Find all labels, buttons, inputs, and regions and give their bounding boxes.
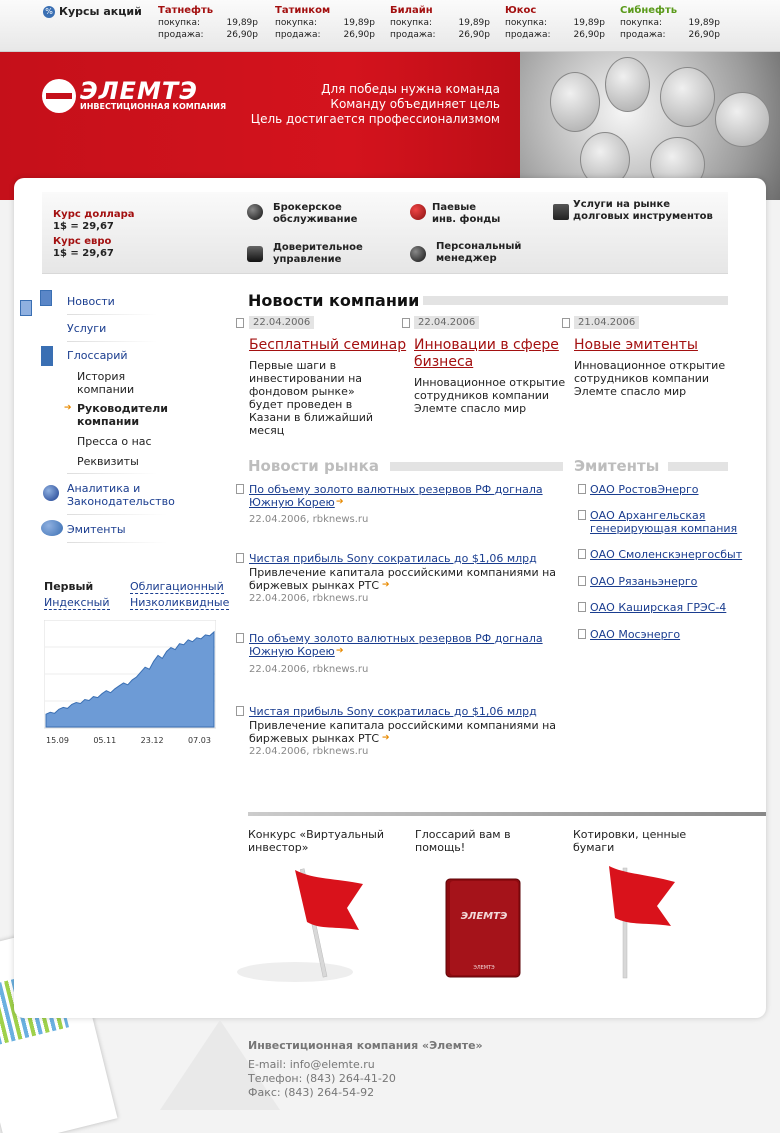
stock-item[interactable] (390, 5, 490, 41)
section-bar (420, 296, 728, 305)
slogan-line: Цель достигается профессионализмом (250, 112, 500, 126)
debt-instruments-icon (553, 204, 569, 220)
index-chart (44, 620, 216, 746)
sidebar-sub-requisites[interactable] (77, 455, 139, 468)
glossary-book-icon[interactable] (440, 877, 524, 981)
sell-label: продажа: (275, 30, 321, 40)
sell-price: 26,90р (573, 30, 605, 40)
footer-company: Инвестиционная компания «Элемте» (248, 1039, 483, 1052)
service-label: менеджер (436, 253, 497, 264)
issuer-link[interactable]: ОАО РостовЭнерго (590, 483, 699, 496)
document-icon (236, 484, 244, 494)
slogan-line: Команду объединяет цель (330, 97, 500, 111)
service-label: Персональный (436, 241, 522, 252)
sell-price: 26,90р (458, 30, 490, 40)
eur-rate (53, 236, 114, 260)
service-label: Брокерское (273, 202, 342, 213)
company-news-title: Новости компании (248, 291, 423, 310)
footer-phone: Телефон: (843) 264-41-20 (248, 1072, 396, 1085)
news-date: 21.04.2006 (574, 316, 639, 329)
stock-ticker-bar (0, 0, 780, 52)
logo-icon[interactable] (42, 79, 76, 113)
sidebar-link[interactable]: Аналитика и Законодательство (67, 482, 175, 508)
document-icon (578, 602, 586, 612)
tab-first[interactable]: Первый (44, 580, 94, 593)
stock-name: Татинком (275, 5, 331, 16)
section-bar (668, 462, 728, 471)
email-label: E-mail: (248, 1058, 287, 1071)
service-label: Паевые (432, 202, 477, 213)
news-date: 22.04.2006 (249, 316, 314, 329)
briefcase-icon (247, 246, 263, 262)
sidebar-sub-press[interactable] (77, 435, 152, 448)
buy-label: покупка: (158, 18, 201, 28)
tab-link[interactable]: Облигационный (130, 580, 224, 593)
issuer-link[interactable]: ОАО Архангельская генерирующая компания (590, 509, 738, 535)
book-logo-text: ЭЛЕМТЭ (460, 911, 508, 922)
fund-icon (410, 204, 426, 220)
glossary-book-icon (41, 346, 53, 366)
news-date: 22.04.2006 (414, 316, 479, 329)
chart-x-tick-label: 05.11 (93, 736, 117, 745)
email-link[interactable]: info@elemte.ru (289, 1058, 375, 1071)
more-arrow-icon[interactable]: ➔ (336, 646, 344, 656)
document-icon (236, 553, 244, 563)
sidebar-item-issuers[interactable] (67, 523, 126, 536)
chart-x-tick-label: 23.12 (140, 736, 164, 745)
issuer-link[interactable]: ОАО Мосэнерго (590, 628, 681, 641)
tab-link[interactable]: Индексный (44, 596, 110, 609)
tab-index[interactable] (44, 596, 110, 609)
document-icon (562, 318, 570, 328)
tab-bond[interactable] (130, 580, 224, 593)
news-icon (40, 290, 52, 306)
issuers-title: Эмитенты (574, 457, 663, 475)
service-label: инв. фонды (432, 214, 501, 225)
promo-divider (248, 812, 766, 816)
news-headline[interactable]: Бесплатный семинар (249, 337, 407, 353)
more-arrow-icon[interactable]: ➔ (336, 497, 344, 507)
market-news-title: Новости рынка (248, 457, 383, 475)
tab-link[interactable]: Низколиквидные (130, 596, 230, 609)
market-news-meta: 22.04.2006, rbknews.ru (249, 514, 369, 525)
buy-label: покупка: (275, 18, 318, 28)
promo-title[interactable]: Глоссарий вам в помощь! (415, 828, 511, 854)
market-news-body: Привлечение капитала российскими компаниями на биржевых рынках РТС (249, 566, 557, 592)
market-news-link[interactable]: По объему золото валютных резервов РФ догнала Южную Корею (249, 632, 543, 658)
news-headline[interactable]: Инновации в сфере бизнеса (414, 337, 559, 370)
current-arrow-icon: ➔ (64, 403, 72, 413)
market-news-meta: 22.04.2006, rbknews.ru (249, 593, 369, 604)
usd-label: Курс доллара (53, 209, 135, 220)
issuer-link[interactable]: ОАО Смоленскэнергосбыт (590, 548, 743, 561)
news-body: Первые шаги в инвестировании на фондовом рынке» будет проведен в Казани в ближайший месяц (249, 359, 374, 437)
issuer-link[interactable]: ОАО Рязаньэнерго (590, 575, 698, 588)
sidebar-link[interactable]: Новости (67, 295, 115, 308)
sidebar-item-services[interactable] (67, 322, 106, 335)
sidebar-item-analytics[interactable] (67, 482, 177, 508)
chart-x-tick-label: 15.09 (46, 736, 69, 745)
flag-icon[interactable] (585, 860, 695, 985)
buy-price: 19,89р (573, 18, 605, 28)
analytics-icon (43, 485, 59, 501)
sell-label: продажа: (158, 30, 204, 40)
sidebar-sub-management[interactable] (77, 402, 172, 428)
footer-fax: Факс: (843) 264-54-92 (248, 1086, 375, 1099)
more-arrow-icon[interactable]: ➔ (382, 580, 390, 590)
document-icon (578, 549, 586, 559)
service-personal-manager[interactable] (436, 241, 521, 265)
usd-value: 1$ = 29,67 (53, 221, 114, 232)
sidebar-link[interactable]: Эмитенты (67, 523, 126, 536)
service-debt-market[interactable] (573, 199, 713, 223)
stock-name: Татнефть (158, 5, 214, 16)
promo-title[interactable]: Конкурс «Виртуальный инвестор» (248, 828, 385, 854)
logo-text[interactable]: ЭЛЕМТЭ (80, 77, 198, 105)
more-arrow-icon[interactable]: ➔ (382, 733, 390, 743)
eur-value: 1$ = 29,67 (53, 248, 114, 259)
sell-label: продажа: (390, 30, 436, 40)
document-icon (578, 484, 586, 494)
market-news-link[interactable]: Чистая прибыль Sony сократилась до $1,06 млрд (249, 705, 537, 718)
market-news-meta: 22.04.2006, rbknews.ru (249, 664, 369, 675)
usd-rate (53, 209, 135, 233)
sidebar-sublink[interactable]: Реквизиты (77, 455, 139, 468)
buy-label: покупка: (390, 18, 433, 28)
issuer-link[interactable]: ОАО Каширская ГРЭС-4 (590, 601, 727, 614)
sell-price: 26,90р (226, 30, 258, 40)
market-news-link[interactable]: По объему золото валютных резервов РФ догнала Южную Корею (249, 483, 543, 509)
tab-low-liquidity[interactable] (130, 596, 229, 609)
stock-item[interactable] (158, 5, 258, 41)
stock-name: Билайн (390, 5, 433, 16)
document-icon (578, 510, 586, 520)
issuers-icon (41, 520, 63, 536)
book-footer-text: ЭЛЕМТЭ (473, 965, 495, 971)
document-icon (20, 300, 32, 316)
buy-price: 19,89р (343, 18, 375, 28)
stock-item[interactable] (275, 5, 375, 41)
sidebar-sublink[interactable]: Руководители компании (77, 402, 168, 428)
sidebar-link[interactable]: Глоссарий (67, 349, 128, 362)
sidebar-link[interactable]: Услуги (67, 322, 107, 335)
buy-label: покупка: (505, 18, 548, 28)
service-label: Услуги на рынке (573, 199, 671, 210)
service-trust-management[interactable] (273, 242, 363, 266)
market-news-link[interactable]: Чистая прибыль Sony сократилась до $1,06 млрд (249, 552, 537, 565)
service-label: долговых инструментов (573, 211, 713, 222)
buy-label: покупка: (620, 18, 663, 28)
news-headline[interactable]: Новые эмитенты (574, 337, 698, 353)
ticker-title: Курсы акций (59, 5, 142, 18)
sidebar-item-glossary[interactable] (67, 349, 128, 362)
buy-price: 19,89р (226, 18, 258, 28)
sidebar-sublink[interactable]: История компании (77, 370, 135, 396)
service-mutual-funds[interactable] (432, 202, 500, 226)
manager-icon (410, 246, 426, 262)
news-body: Инновационное открытие сотрудников компании Элемте спасло мир (574, 359, 726, 398)
service-label: обслуживание (273, 214, 358, 225)
sell-price: 26,90р (688, 30, 720, 40)
sell-label: продажа: (505, 30, 551, 40)
slogan (235, 82, 500, 127)
stock-item[interactable] (620, 5, 720, 41)
stock-item[interactable] (505, 5, 605, 41)
news-body: Инновационное открытие сотрудников компании Элемте спасло мир (414, 376, 566, 415)
service-label: Доверительное (273, 242, 363, 253)
sidebar-sublink[interactable]: Пресса о нас (77, 435, 152, 448)
broker-icon (247, 204, 263, 220)
section-bar (390, 462, 563, 471)
document-icon (578, 576, 586, 586)
document-icon (236, 318, 244, 328)
eur-label: Курс евро (53, 236, 112, 247)
stock-name: Юкос (505, 5, 537, 16)
stock-name: Сибнефть (620, 5, 678, 16)
chart-icon: % (43, 6, 55, 18)
footer-email-row (248, 1058, 375, 1071)
sell-label: продажа: (620, 30, 666, 40)
document-icon (578, 629, 586, 639)
service-brokerage[interactable] (273, 202, 357, 226)
market-news-meta: 22.04.2006, rbknews.ru (249, 746, 369, 757)
document-icon (236, 706, 244, 716)
buy-price: 19,89р (458, 18, 490, 28)
sidebar-sub-history[interactable] (77, 370, 167, 396)
sidebar-item-news[interactable] (67, 295, 115, 308)
promo-title[interactable]: Котировки, ценные бумаги (573, 828, 687, 854)
market-news-body: Привлечение капитала российскими компаниями на биржевых рынках РТС (249, 719, 557, 745)
sell-price: 26,90р (343, 30, 375, 40)
flag-icon[interactable] (235, 860, 375, 985)
document-icon (402, 318, 410, 328)
chart-x-tick-label: 07.03 (188, 736, 211, 745)
logo-subtitle: ИНВЕСТИЦИОННАЯ КОМПАНИЯ (80, 102, 227, 111)
buy-price: 19,89р (688, 18, 720, 28)
document-icon (236, 633, 244, 643)
slogan-line: Для победы нужна команда (321, 82, 500, 96)
service-label: управление (273, 254, 342, 265)
